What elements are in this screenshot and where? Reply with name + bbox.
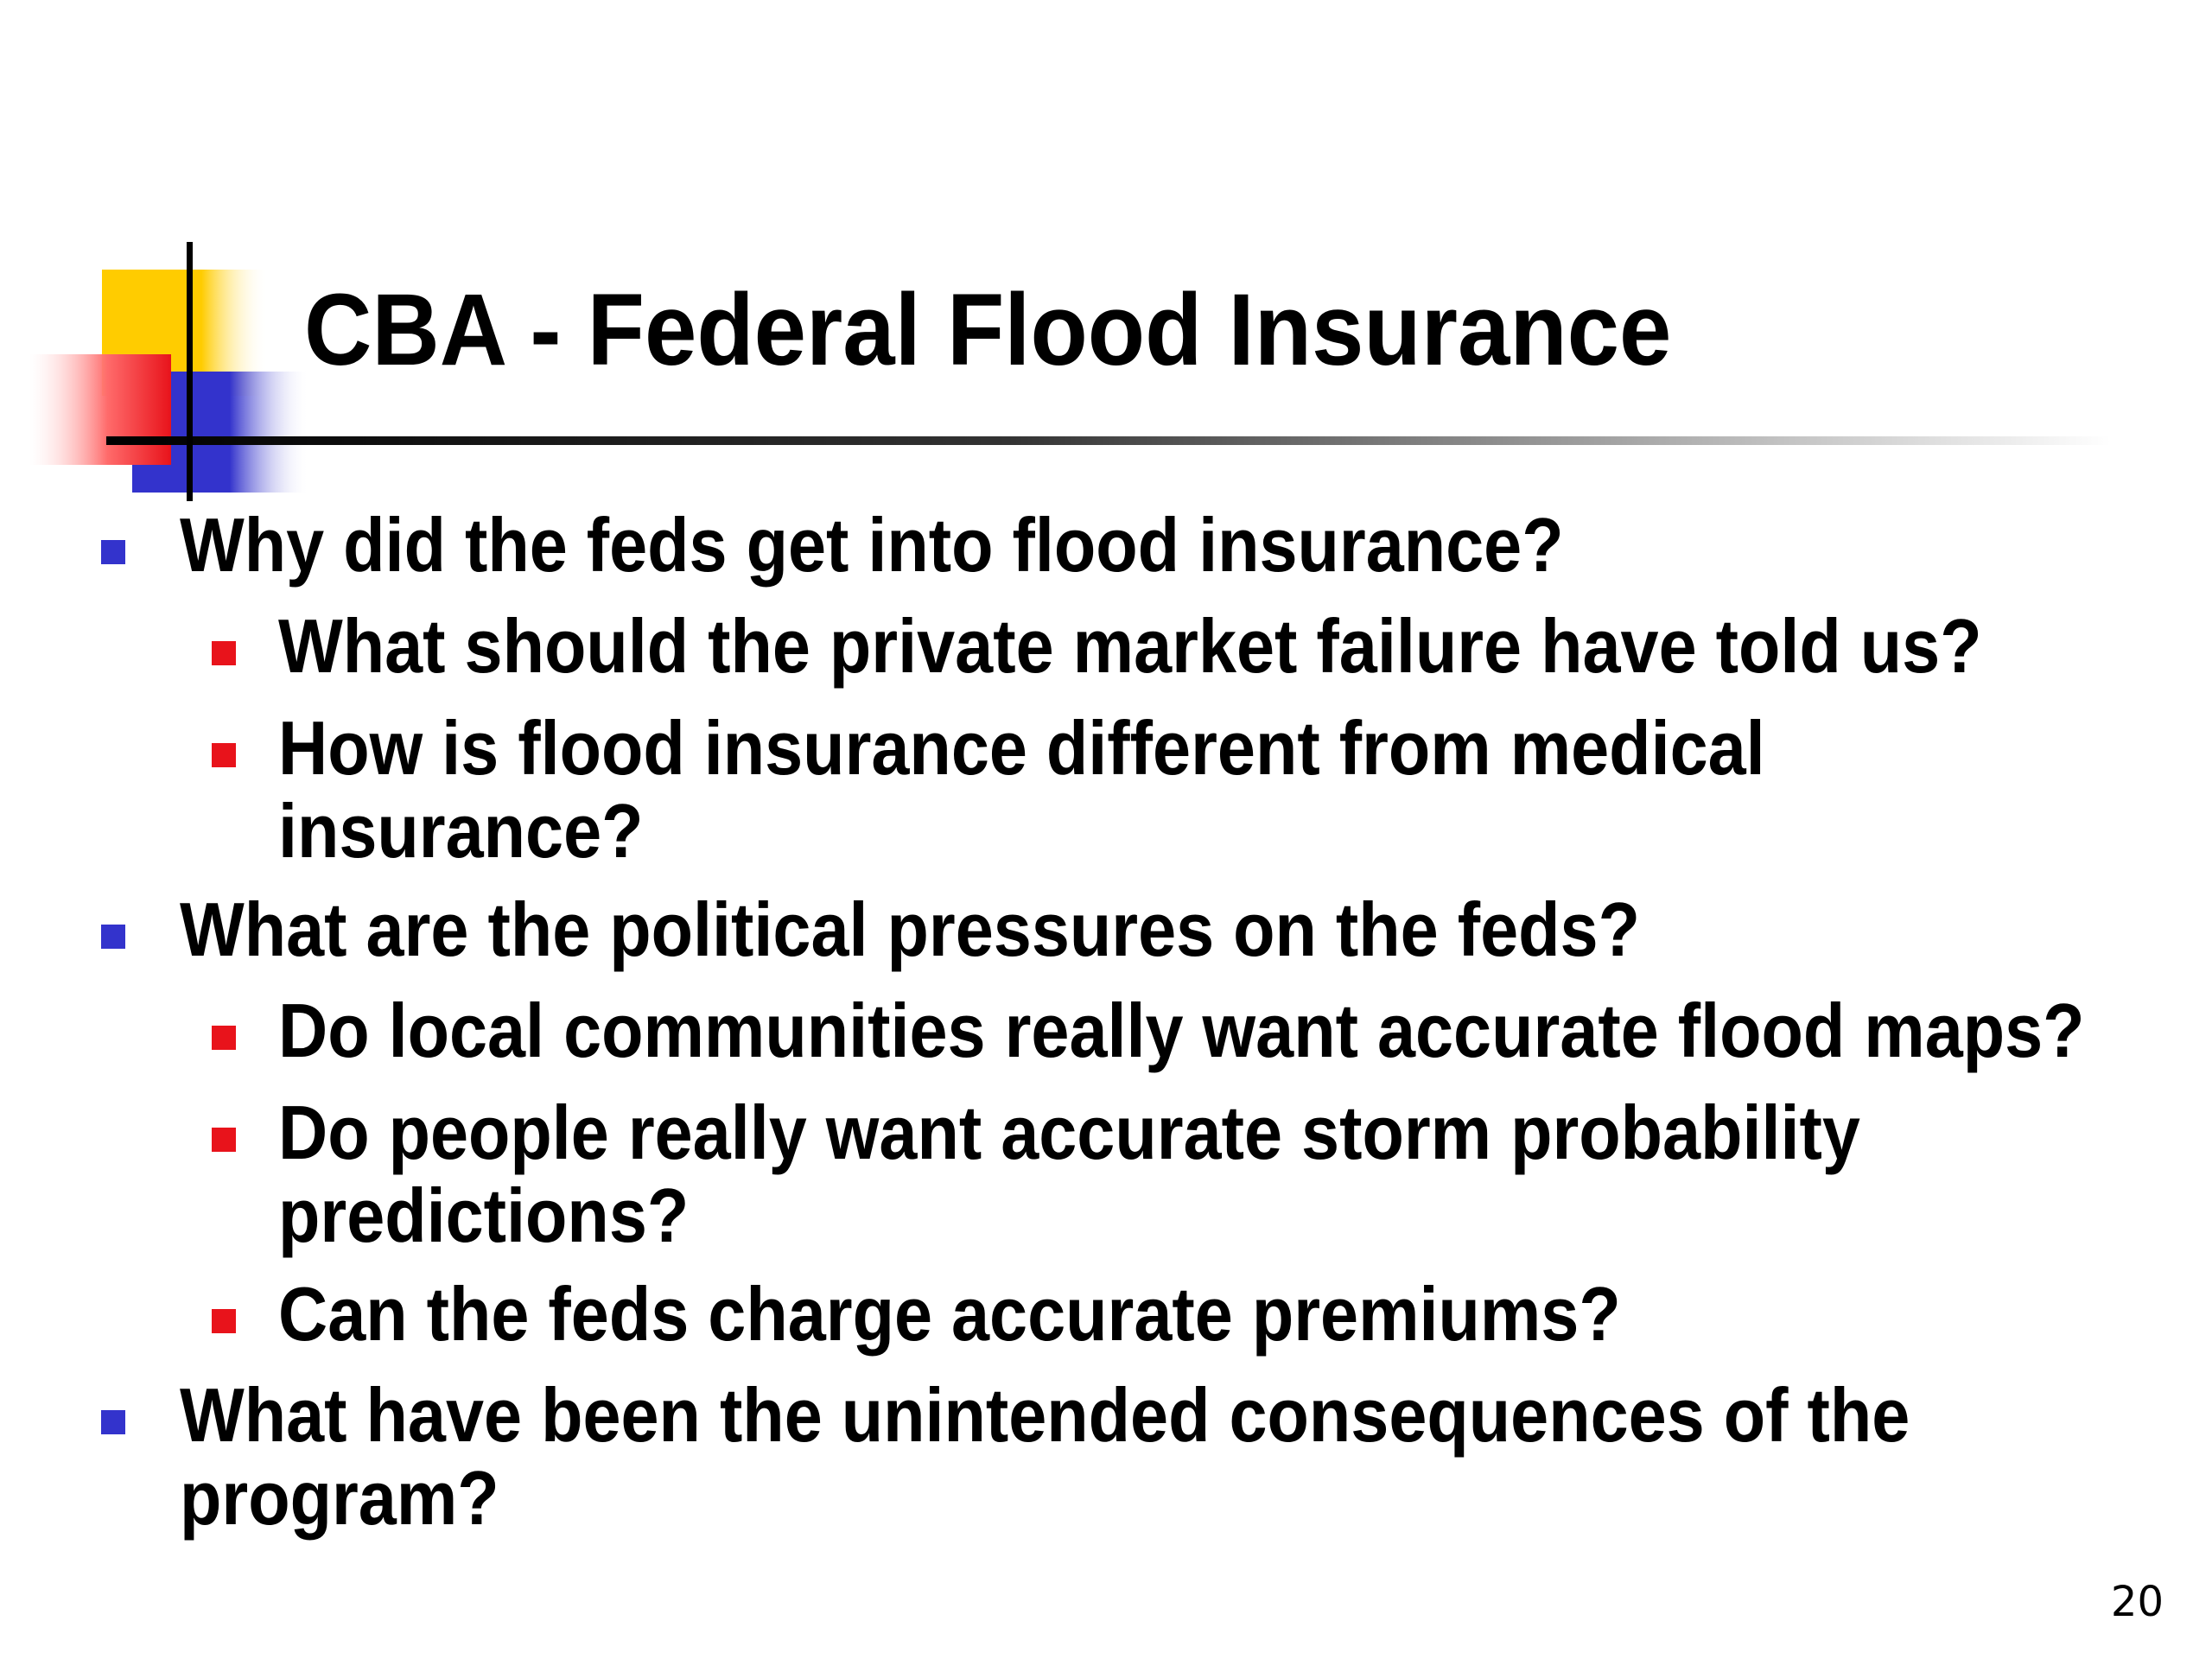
page-number: 20: [2110, 1578, 2164, 1626]
bullet-text: program?: [180, 1455, 499, 1541]
bullet-item: [180, 888, 1640, 971]
bullet-text: What are the political pressures on the feds?: [180, 887, 1640, 972]
bullet-text: Why did the feds get into flood insurance?: [180, 502, 1564, 588]
sub-bullet-text: insurance?: [278, 788, 644, 874]
red-bullet-square: [212, 1128, 236, 1152]
blue-bullet-square: [101, 925, 125, 949]
sub-bullet-text: Do local communities really want accurate flood maps?: [278, 988, 2085, 1073]
sub-bullet-item: [278, 605, 1982, 688]
sub-bullet-text: predictions?: [278, 1173, 690, 1258]
red-bullet-square: [212, 1309, 236, 1333]
sub-bullet-item: [278, 1091, 1860, 1257]
sub-bullet-text: What should the private market failure have told us?: [278, 603, 1982, 689]
bullet-item: [180, 1374, 1910, 1540]
red-bullet-square: [212, 743, 236, 767]
sub-bullet-text: Can the feds charge accurate premiums?: [278, 1271, 1621, 1357]
sub-bullet-item: [278, 1273, 1621, 1356]
blue-bullet-square: [101, 1410, 125, 1434]
slide-title: CBA - Federal Flood Insurance: [304, 273, 1672, 387]
blue-bullet-square: [101, 540, 125, 564]
sub-bullet-item: [278, 707, 1765, 873]
sub-bullet-item: [278, 989, 2085, 1072]
sub-bullet-text: Do people really want accurate storm probability: [278, 1090, 1860, 1175]
red-bullet-square: [212, 1026, 236, 1050]
bullet-text: What have been the unintended consequences of the: [180, 1372, 1910, 1458]
bullet-item: [180, 504, 1564, 587]
red-bullet-square: [212, 641, 236, 665]
sub-bullet-text: How is flood insurance different from medical: [278, 705, 1765, 791]
